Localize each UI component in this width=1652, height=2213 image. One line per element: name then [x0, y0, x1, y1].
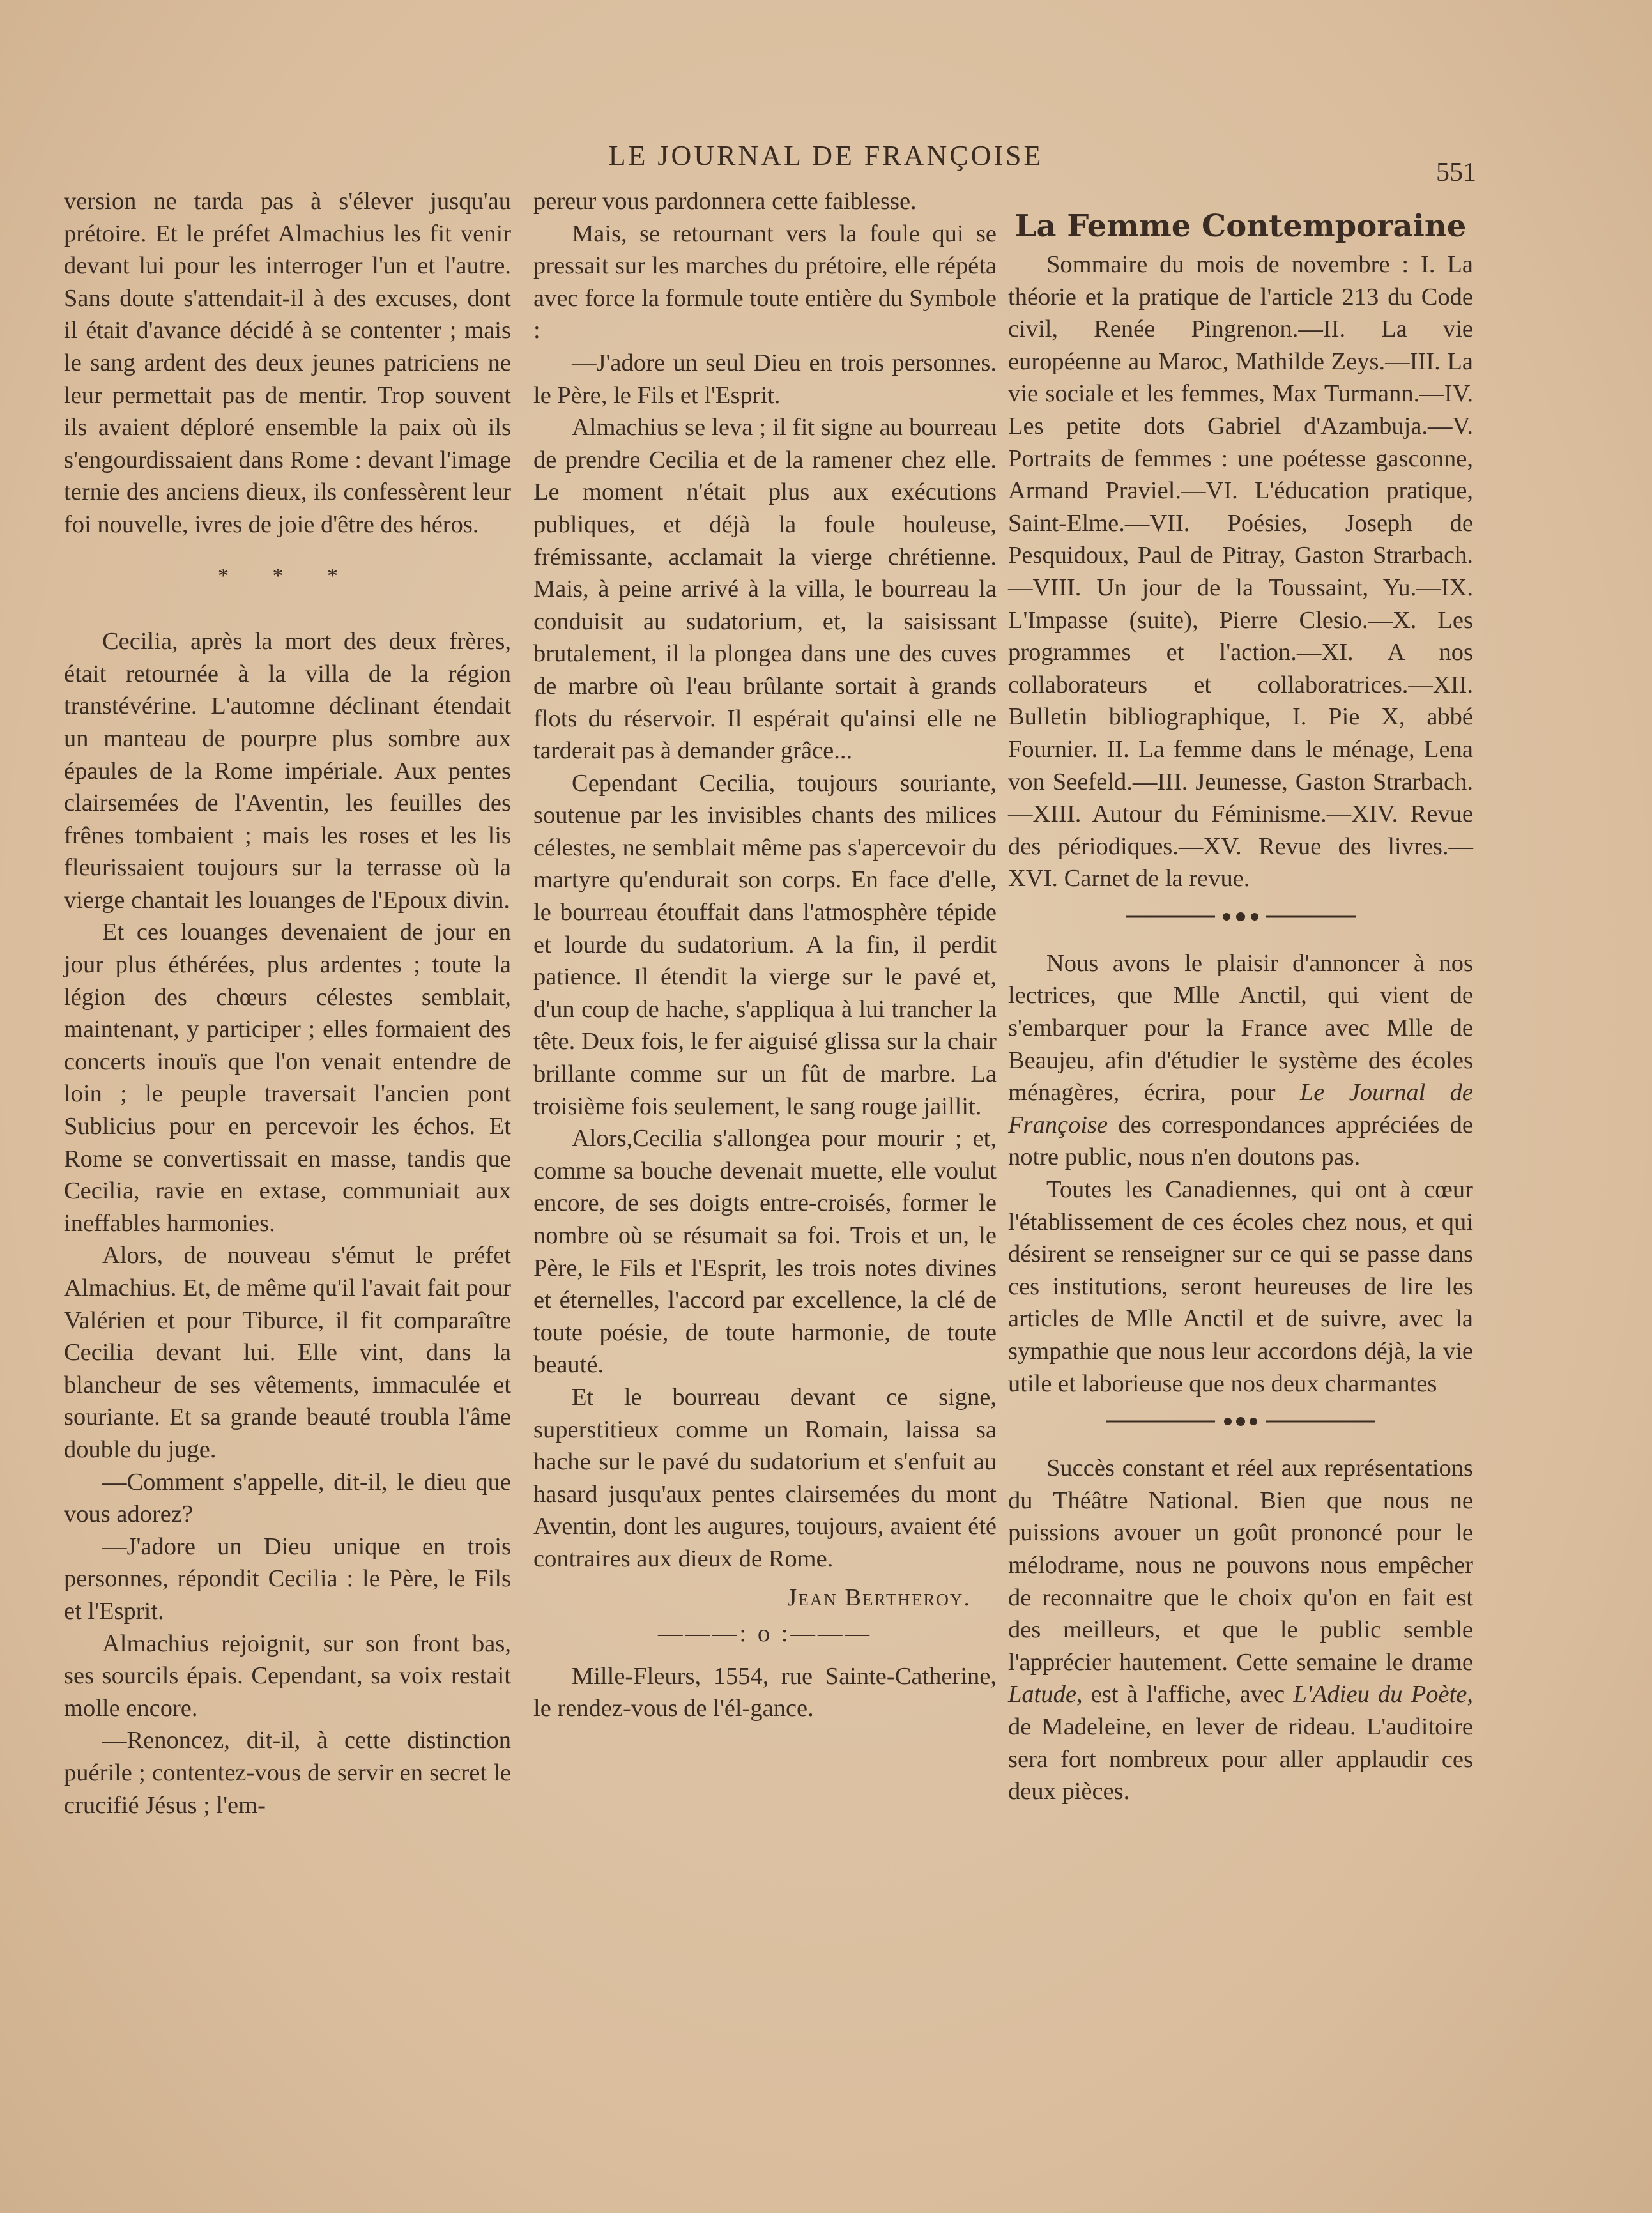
- separator: ———: o :———: [658, 1620, 872, 1648]
- paragraph: Toutes les Canadiennes, qui ont à cœur l'établissement de ces écoles chez nous, et qui désirent se renseigner sur ce qui se passe dans ces institutions, seront heureuses de lire les articles de Mlle Anctil et de suivre, avec la sympathie que nous leur accordons déjà, la vie utile et laborieuse que nos deux charmantes: [1008, 1176, 1473, 1397]
- text: Nous avons le plaisir d'annoncer à nos lectrices, que Mlle Anctil, qui vient de s'embarquer pour la France avec Mlle de Beaujeu, afin d'étudier le système des écoles ménagères, écrira, pour: [1008, 949, 1473, 1106]
- paragraph: —J'adore un Dieu unique en trois personnes, répondit Cecilia : le Père, le Fils et l'Esprit.: [64, 1533, 511, 1625]
- author-signature: Jean Bertheroy.: [787, 1584, 971, 1611]
- ornament-divider: [1106, 1414, 1375, 1429]
- paragraph: Almachius se leva ; il fit signe au bourreau de prendre Cecilia et de la ramener chez elle. Le moment n'était plus aux exécutions publiques, et déjà la foule houleuse, frémissante, acclamait la vierge chrétienne. Mais, à peine arrivé à la villa, le bourreau la conduisit au sudatorium, et, la saisissant brutalement, il la plongea dans une des cuves de marbre où l'eau brûlante sortait à grands flots du réservoir. Il espérait qu'ainsi elle ne tarderait pas à demander grâce...: [533, 414, 997, 765]
- section-title: La Femme Contemporaine: [1014, 208, 1467, 244]
- paragraph: —Comment s'appelle, dit-il, le dieu que vous adorez?: [64, 1468, 511, 1528]
- running-head: LE JOURNAL DE FRANÇOISE: [608, 140, 1044, 171]
- paragraph: —J'adore un seul Dieu en trois personnes. le Père, le Fils et l'Esprit.: [533, 349, 997, 409]
- column-1: [64, 185, 511, 1821]
- paragraph: Alors, de nouveau s'émut le préfet Almachius. Et, de même qu'il l'avait fait pour Valérien et pour Tiburce, il fit comparaître Cecilia devant lui. Elle vint, dans la blancheur de ses vêtements, immaculée et souriante. Et sa grande beauté troubla l'âme double du juge.: [64, 1242, 511, 1463]
- paragraph: Cependant Cecilia, toujours souriante, soutenue par les invisibles chants des milices célestes, ne semblait même pas s'apercevoir du martyre qu'endurait son corps. En face d'elle, le bourreau étouffait dans l'atmosphère tépide et lourde du sudatorium. A la fin, il perdit patience. Il étendit la vierge sur le pavé et, d'un coup de hache, s'appliqua à lui trancher la tête. Deux fois, le fer aiguisé glissa sur la chair brillante comme sur un fût de marbre. La troisième fois seulement, le sang rouge jaillit.: [533, 769, 997, 1120]
- play-title: L'Adieu du Poète: [1293, 1681, 1467, 1708]
- page-number: 551: [1436, 158, 1476, 187]
- text: , est à l'affiche, avec: [1076, 1681, 1294, 1708]
- paragraph: Cecilia, après la mort des deux frères, était retournée à la villa de la région transtévérine. L'automne déclinant étendait un manteau de pourpre plus sombre aux épaules de la Rome impériale. Aux pentes clairsemées de l'Aventin, les feuilles des frênes tombaient ; mais les roses et les lis fleurissaient toujours sur la terrasse où la vierge chantait les louanges de l'Epoux divin.: [64, 628, 511, 914]
- advertisement: Mille-Fleurs, 1554, rue Sainte-Catherine, le rendez-vous de l'él-gance.: [533, 1662, 997, 1722]
- paragraph: —Renoncez, dit-il, à cette distinction puérile ; contentez-vous de servir en secret le crucifié Jésus ; l'em-: [64, 1727, 511, 1819]
- paragraph: Et le bourreau devant ce signe, superstitieux comme un Romain, laissa sa hache sur le pavé du sudatorium et s'enfuit au hasard jusqu'aux pentes clairsemées du mont Aventin, dont les augures, toujours, avaient été contraires aux dieux de Rome.: [533, 1383, 997, 1572]
- text: Succès constant et réel aux représentations du Théâtre National. Bien que nous ne puissions avouer un goût prononcé pour le mélodrame, nous ne pouvons nous empêcher de reconnaitre que le choix qu'on en fait est des meilleurs, et que le public semble l'apprécier hautement. Cette semaine le drame: [1008, 1455, 1473, 1676]
- section-break-stars: * * *: [218, 563, 357, 588]
- play-title: Latude: [1008, 1681, 1076, 1708]
- column-2: [533, 185, 997, 1725]
- ornament-divider: [1126, 909, 1356, 924]
- paragraph: Et ces louanges devenaient de jour en jour plus éthérées, plus ardentes ; toute la légion des chœurs célestes semblait, maintenant, y participer ; elles formaient des concerts inouïs que l'on venait entendre de loin ; le peuple traversait l'ancien pont Sublicius pour en percevoir les échos. Et Rome se convertissait en masse, tandis que Cecilia, ravie en extase, communiait aux ineffables harmonies.: [64, 919, 511, 1237]
- journal-name: Le Journal de Françoise: [1008, 1079, 1473, 1138]
- column-3: [1008, 208, 1473, 1808]
- paragraph: [1008, 947, 1473, 1174]
- paragraph: Alors,Cecilia s'allongea pour mourir ; et, comme sa bouche devenait muette, elle voulut encore, de ses doigts entre-croisés, former le nombre où se résumait sa foi. Trois et un, le Père, le Fils et l'Esprit, les trois notes divines et éternelles, l'accord par excellence, la clé de toute poésie, de toute harmonie, de toute beauté.: [533, 1125, 997, 1379]
- text: des correspondances appréciées de notre public, nous n'en doutons pas.: [1008, 1111, 1473, 1171]
- text: , de Madeleine, en lever de rideau. L'auditoire sera fort nombreux pour aller applaudir ces deux pièces.: [1008, 1681, 1473, 1805]
- paragraph: [1008, 1452, 1473, 1808]
- paragraph: version ne tarda pas à s'élever jusqu'au prétoire. Et le préfet Almachius les fit venir devant lui pour les interroger l'un et l'autre. Sans doute s'attendait-il à des excuses, dont il était d'avance décidé à se contenter ; mais le sang ardent des deux jeunes patriciens ne leur permettait pas de mentir. Trop souvent ils avaient déploré ensemble la paix où ils s'engourdissaient dans Rome : devant l'image ternie des anciens dieux, ils confessèrent leur foi nouvelle, ivres de joie d'être des héros.: [64, 188, 511, 538]
- paragraph: Almachius rejoignit, sur son front bas, ses sourcils épais. Cependant, sa voix restait molle encore.: [64, 1630, 511, 1722]
- paragraph: pereur vous pardonnera cette faiblesse.: [533, 188, 917, 215]
- paragraph: Sommaire du mois de novembre : I. La théorie et la pratique de l'article 213 du Code civil, Renée Pingrenon.—II. La vie européenne au Maroc, Mathilde Zeys.—III. La vie sociale et les femmes, Max Turmann.—IV. Les petite dots Gabriel d'Azambuja.—V. Portraits de femmes : une poétesse gasconne, Armand Praviel.—VI. L'éducation pratique, Saint-Elme.—VII. Poésies, Joseph de Pesquidoux, Paul de Pitray, Gaston Strarbach.—VIII. Un jour de la Toussaint, Yu.—IX. L'Impasse (suite), Pierre Clesio.—X. Les programmes et l'action.—XI. A nos collaborateurs et collaboratrices.—XII. Bulletin bibliographique, I. Pie X, abbé Fournier. II. La femme dans le ménage, Lena von Seefeld.—III. Jeunesse, Gaston Strarbach.—XIII. Autour du Féminisme.—XIV. Revue des périodiques.—XV. Revue des livres.—XVI. Carnet de la revue.: [1008, 251, 1473, 892]
- paragraph: Mais, se retournant vers la foule qui se pressait sur les marches du prétoire, elle répéta avec force la formule toute entière du Symbole :: [533, 220, 997, 344]
